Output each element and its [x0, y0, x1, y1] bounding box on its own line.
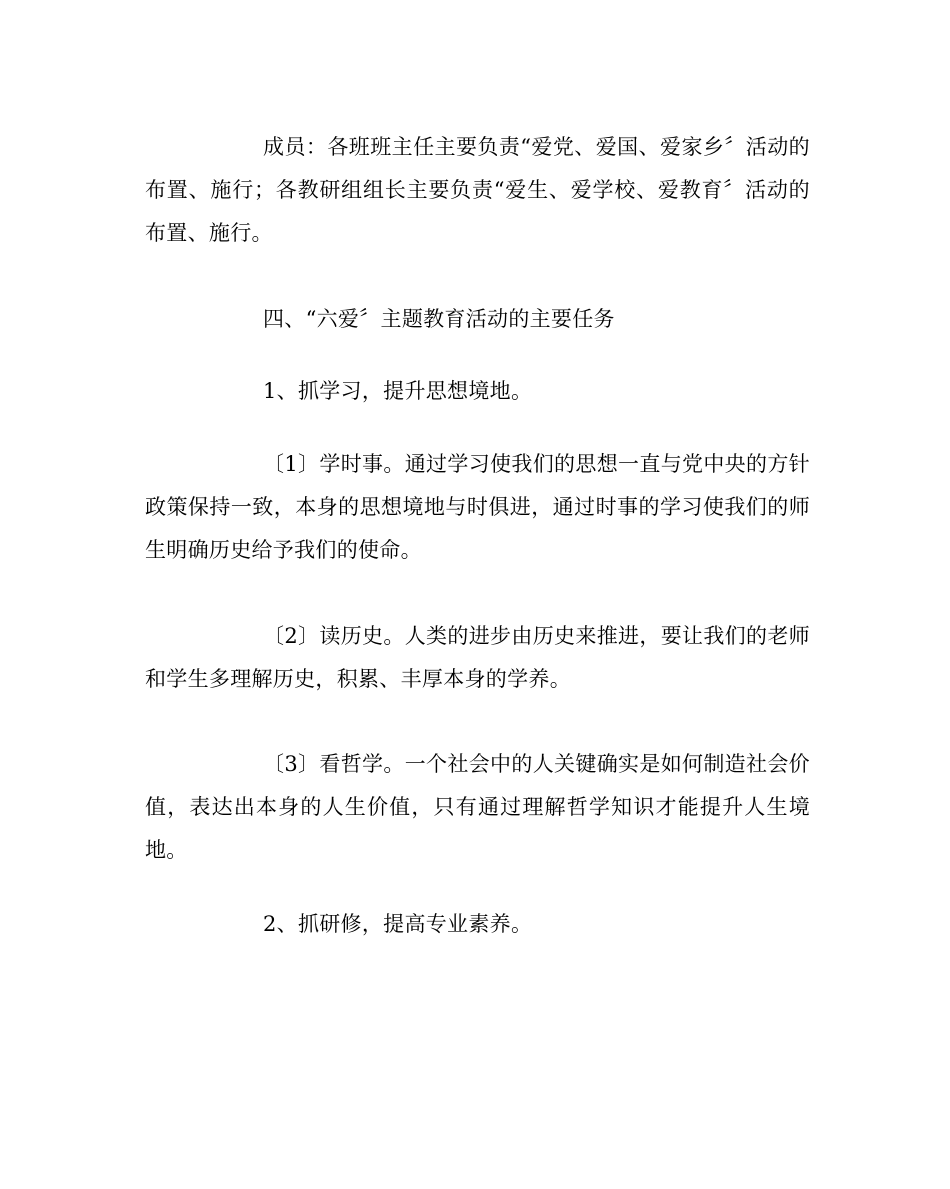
paragraph-history: 〔2〕读历史。人类的进步由历史来推进，要让我们的老师和学生多理解历史，积累、丰厚本身的学养。 [145, 624, 810, 691]
section-heading-main-tasks: 四、“六爱〞主题教育活动的主要任务 [263, 307, 615, 331]
paragraph-members-duties: 成员：各班班主任主要负责“爱党、爱国、爱家乡〞活动的布置、施行；各教研组组长主要负责“爱生、爱学校、爱教育〞活动的布置、施行。 [145, 135, 810, 245]
task-heading-research: 2、抓研修，提高专业素养。 [263, 912, 533, 936]
task-heading-study: 1、抓学习，提升思想境地。 [263, 379, 533, 403]
paragraph-current-affairs: 〔1〕学时事。通过学习使我们的思想一直与党中央的方针政策保持一致，本身的思想境地与时俱进，通过时事的学习使我们的师生明确历史给予我们的使命。 [145, 452, 810, 562]
paragraph-philosophy: 〔3〕看哲学。一个社会中的人关键确实是如何制造社会价值，表达出本身的人生价值，只有通过理解哲学知识才能提升人生境地。 [145, 752, 810, 862]
